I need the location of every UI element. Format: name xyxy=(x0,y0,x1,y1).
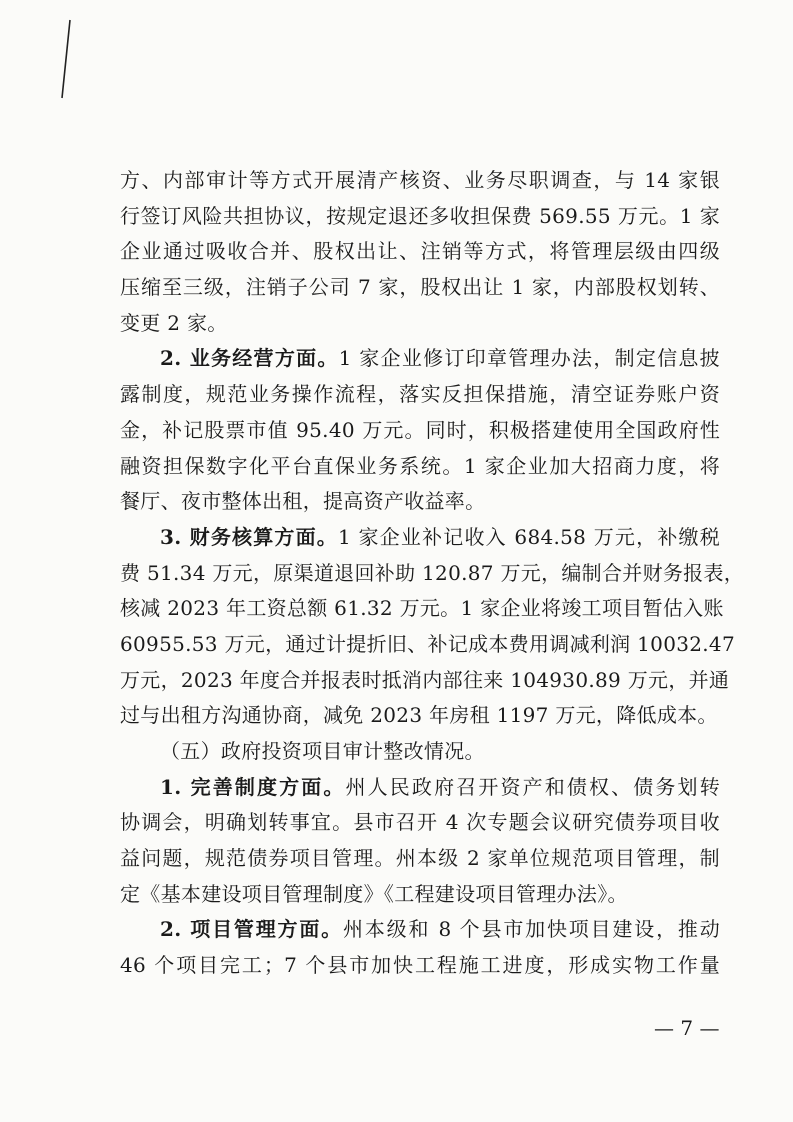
paragraph-improve-system xyxy=(120,770,720,913)
paragraph-lead: 3. 财务核算方面。 xyxy=(160,524,338,549)
text-line xyxy=(120,912,720,948)
text-run: 州人民政府召开资产和债权、债务划转 xyxy=(345,774,720,799)
document-body xyxy=(120,163,745,984)
section-heading: （五）政府投资项目审计整改情况。 xyxy=(160,739,485,763)
text-line: 费 51.34 万元，原渠道退回补助 120.87 万元，编制合并财务报表， xyxy=(120,560,745,585)
text-line: 60955.53 万元，通过计提折旧、补记成本费用调减利润 10032.47 xyxy=(120,631,735,656)
text-line: 益问题，规范债券项目管理。州本级 2 家单位规范项目管理，制 xyxy=(120,846,720,871)
text-line: 融资担保数字化平台直保业务系统。1 家企业加大招商力度，将 xyxy=(120,453,720,478)
paragraph-project-management xyxy=(120,912,720,983)
text-line: 方、内部审计等方式开展清产核资、业务尽职调查，与 14 家银 xyxy=(120,168,720,192)
text-run: 1 家企业补记收入 684.58 万元，补缴税 xyxy=(337,524,720,549)
text-run: 州本级和 8 个县市加快项目建设，推动 xyxy=(343,917,721,942)
text-line xyxy=(120,341,720,377)
text-line: 协调会，明确划转事宜。县市召开 4 次专题会议研究债券项目收 xyxy=(120,810,720,835)
text-line: 露制度，规范业务操作流程，落实反担保措施，清空证券账户资 xyxy=(120,382,720,407)
text-line: 行签订风险共担协议，按规定退还多收担保费 569.55 万元。1 家 xyxy=(120,203,720,228)
text-line xyxy=(120,770,720,806)
text-line: 餐厅、夜市整体出租，提高资产收益率。 xyxy=(120,489,486,514)
text-line: 核减 2023 年工资总额 61.32 万元。1 家企业将竣工项目暂估入账 xyxy=(120,596,724,621)
text-line: 企业通过吸收合并、股权出让、注销等方式，将管理层级由四级 xyxy=(120,239,720,264)
paragraph-continuation xyxy=(120,163,720,341)
text-line xyxy=(120,520,720,556)
text-line: 压缩至三级，注销子公司 7 家，股权出让 1 家，内部股权划转、 xyxy=(120,275,720,300)
paragraph-financial-accounting xyxy=(120,520,745,734)
text-line: 万元，2023 年度合并报表时抵消内部往来 104930.89 万元，并通 xyxy=(120,667,730,692)
paragraph-lead: 2. 业务经营方面。 xyxy=(160,346,339,371)
scan-edge-mark xyxy=(58,18,72,100)
text-line: 46 个项目完工；7 个县市加快工程施工进度，形成实物工作量 xyxy=(120,953,720,978)
text-line: 变更 2 家。 xyxy=(120,310,228,335)
paragraph-lead: 2. 项目管理方面。 xyxy=(160,917,344,942)
text-line: 过与出租方沟通协商，减免 2023 年房租 1197 万元，降低成本。 xyxy=(120,703,718,728)
text-line: 定《基本建设项目管理制度》《工程建设项目管理办法》。 xyxy=(120,881,628,906)
paragraph-business-operation xyxy=(120,341,720,519)
paragraph-lead: 1. 完善制度方面。 xyxy=(160,774,346,799)
text-line: 金，补记股票市值 95.40 万元。同时，积极搭建使用全国政府性 xyxy=(120,417,720,442)
page-number: — 7 — xyxy=(654,1016,720,1040)
text-run: 1 家企业修订印章管理办法，制定信息披 xyxy=(338,346,720,371)
